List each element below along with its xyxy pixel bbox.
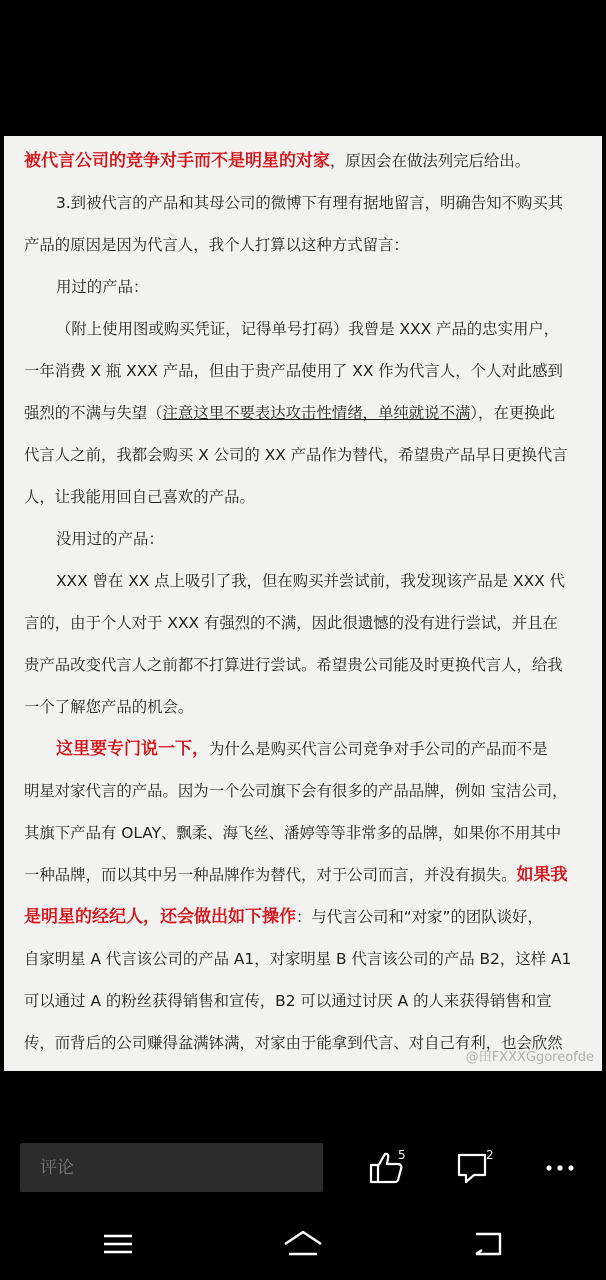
article-line xyxy=(24,602,584,644)
line-text: 自家明星 A 代言该公司的产品 A1，对家明星 B 代言该公司的产品 B2，这样 A1 xyxy=(24,950,572,968)
article-line xyxy=(24,224,584,266)
line-text: 产品的原因是因为代言人，我个人打算以这种方式留言： xyxy=(24,236,409,254)
article-line xyxy=(24,308,584,350)
comment-count: 2 xyxy=(486,1148,494,1162)
comment-button[interactable] xyxy=(450,1142,510,1194)
back-icon xyxy=(460,1222,506,1262)
line-text: 为什么是购买代言公司竞争对手公司的产品而不是 xyxy=(209,740,548,758)
article-line xyxy=(24,854,584,896)
article-line xyxy=(24,392,584,434)
back-nav-button[interactable] xyxy=(460,1222,520,1268)
article-line xyxy=(24,686,584,728)
article-image xyxy=(4,136,602,1071)
article-line xyxy=(24,140,584,182)
line-text: XXX 曾在 XX 点上吸引了我，但在购买并尝试前，我发现该产品是 XXX 代 xyxy=(56,572,565,590)
line-text: ，原因会在做法列完后给出。 xyxy=(330,152,531,170)
like-button[interactable] xyxy=(362,1142,422,1194)
menu-nav-button[interactable] xyxy=(90,1222,150,1268)
menu-icon xyxy=(90,1222,136,1262)
line-text: 明星对家代言的产品。因为一个公司旗下会有很多的产品品牌，例如 宝洁公司， xyxy=(24,782,568,800)
article-line xyxy=(24,182,584,224)
line-text: 3.到被代言的产品和其母公司的微博下有理有据地留言，明确告知不购买其 xyxy=(56,194,564,212)
more-dots-icon xyxy=(542,1150,578,1186)
line-text: 一个了解您产品的机会。 xyxy=(24,698,194,716)
like-count: 5 xyxy=(398,1148,406,1162)
underlined-text: 注意这里不要表达攻击性情绪，单纯就说不满 xyxy=(162,404,471,422)
article-line xyxy=(24,518,584,560)
highlighted-text: 被代言公司的竞争对手而不是明星的对家 xyxy=(24,151,330,171)
article-line xyxy=(24,644,584,686)
line-text: （附上使用图或购买凭证，记得单号打码）我曾是 XXX 产品的忠实用户， xyxy=(56,320,560,338)
line-text: 代言人之前，我都会购买 X 公司的 XX 产品作为替代，希望贵产品早日更换代言 xyxy=(24,446,568,464)
article-line xyxy=(24,350,584,392)
article-line xyxy=(24,728,584,770)
line-text: ），在更换此 xyxy=(470,404,556,422)
line-text: 没用过的产品： xyxy=(56,530,164,548)
article-line xyxy=(24,938,584,980)
highlighted-text: 是明星的经纪人，还会做出如下操作 xyxy=(24,907,296,927)
article-line xyxy=(24,476,584,518)
article-line xyxy=(24,770,584,812)
home-nav-button[interactable] xyxy=(275,1222,335,1268)
watermark-text: @田FXXXGgoreofde xyxy=(465,1050,594,1065)
article-line xyxy=(24,812,584,854)
line-text: 传，而背后的公司赚得盆满钵满，对家由于能拿到代言、对自己有利，也会欣然 xyxy=(24,1034,563,1052)
line-text: 贵产品改变代言人之前都不打算进行尝试。希望贵公司能及时更换代言人，给我 xyxy=(24,656,563,674)
article-line xyxy=(24,896,584,938)
highlighted-text: 如果我 xyxy=(516,865,568,885)
article-line xyxy=(24,434,584,476)
bottom-action-bar xyxy=(0,1130,606,1210)
line-text: 用过的产品： xyxy=(56,278,149,296)
line-text: 可以通过 A 的粉丝获得销售和宣传，B2 可以通过讨厌 A 的人来获得销售和宣 xyxy=(24,992,552,1010)
home-icon xyxy=(275,1222,331,1262)
more-button[interactable] xyxy=(536,1142,596,1194)
line-text: 一种品牌，而以其中另一种品牌作为替代，对于公司而言，并没有损失。 xyxy=(24,866,517,884)
line-text: 一年消费 X 瓶 XXX 产品，但由于贵产品使用了 XX 作为代言人，个人对此感到 xyxy=(24,362,563,380)
article-line xyxy=(24,980,584,1022)
system-navigation-bar xyxy=(0,1210,606,1280)
line-text: ：与代言公司和“对家”的团队谈好， xyxy=(296,908,543,926)
highlighted-text: 这里要专门说一下， xyxy=(56,739,209,759)
line-text: 其旗下产品有 OLAY、飘柔、海飞丝、潘婷等等非常多的品牌，如果你不用其中 xyxy=(24,824,562,842)
article-line xyxy=(24,266,584,308)
comment-input[interactable] xyxy=(20,1143,323,1192)
line-text: 言的，由于个人对于 XXX 有强烈的不满，因此很遗憾的没有进行尝试，并且在 xyxy=(24,614,558,632)
line-text: 人，让我能用回自己喜欢的产品。 xyxy=(24,488,255,506)
article-line xyxy=(24,560,584,602)
line-text: 强烈的不满与失望（ xyxy=(24,404,163,422)
